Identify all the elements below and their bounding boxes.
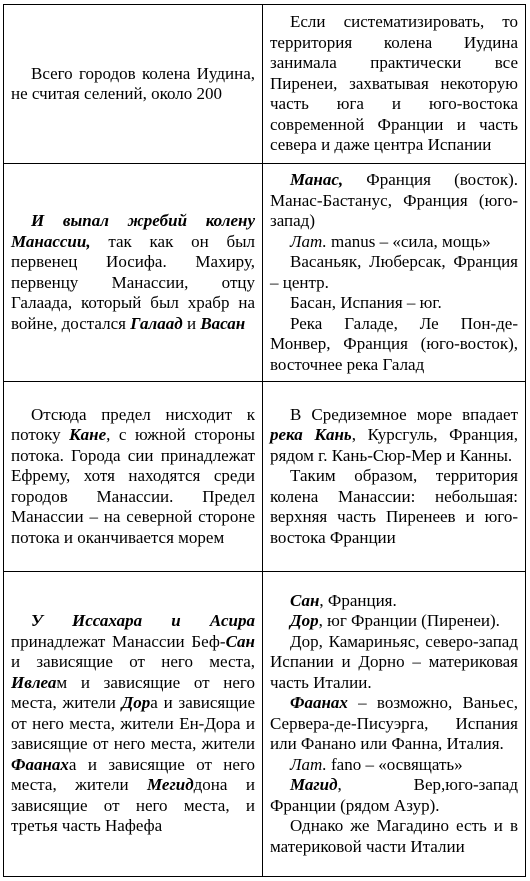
text-run: Басан, Испания – юг. [290, 293, 442, 312]
right-paragraph [270, 693, 518, 755]
text-run: а и зависящие от него места, жители Ен-Дора и зависящие от него места, жители [11, 693, 255, 754]
table-row [4, 5, 526, 164]
right-cell [263, 164, 526, 382]
emphasized-term: Дор [121, 693, 151, 713]
emphasized-term: И выпал жребий колену Манассии, [11, 211, 255, 251]
emphasized-term: Мегид [147, 775, 194, 795]
right-paragraph [270, 816, 518, 857]
right-paragraph [270, 170, 518, 232]
text-run: Васаньяк, Люберсак, Франция – центр. [270, 252, 518, 292]
left-cell [4, 164, 263, 382]
text-run: manus – «сила, мощь» [326, 231, 491, 251]
comparison-table [3, 4, 526, 877]
table-row [4, 572, 526, 877]
text-run: и зависящие от него места, [11, 652, 255, 672]
italic-term: Лат. [290, 754, 327, 774]
text-run: В Средиземное море впадает [290, 404, 518, 424]
left-paragraph [11, 405, 255, 549]
italic-term: Лат. [290, 231, 327, 251]
left-paragraph [11, 64, 255, 105]
text-run: дона и зависящие от него места, и третья часть Нафефа [11, 775, 255, 836]
right-paragraph [270, 591, 518, 612]
right-cell [263, 572, 526, 877]
left-cell [4, 382, 263, 572]
text-run: Дор, Камариньяс, северо-запад Испании и Дорно – материковая часть Италии. [270, 631, 518, 692]
emphasized-term: Ивлеа [11, 672, 57, 692]
emphasized-term: Галаад [130, 313, 183, 333]
text-run: м и зависящие от него места, жители [11, 672, 255, 713]
left-cell [4, 5, 263, 164]
text-run: Франция (восток). Манас-Бастанус, Франция (юго-запад) [270, 170, 518, 230]
emphasized-term: Дор [290, 611, 319, 631]
emphasized-term: Магид [290, 775, 338, 795]
right-paragraph [270, 632, 518, 694]
right-paragraph [270, 466, 518, 548]
text-run: fano – «освящать» [326, 754, 463, 774]
text-run: Река Галаде, Ле Пон-де-Монвер, Франция (юго-восток), восточнее река Галад [270, 313, 518, 374]
table-body [4, 5, 526, 877]
text-run: принадлежат Манассии Беф- [11, 631, 226, 651]
right-paragraph [270, 775, 518, 816]
text-run: Таким образом, территория колена Манассии: небольшая: верхняя часть Пиренеев и юго-востока Франции [270, 466, 518, 547]
emphasized-term: Фаанах [290, 693, 348, 713]
right-paragraph [270, 755, 518, 776]
text-run: Однако же Магадино есть и в материковой части Италии [270, 816, 518, 856]
emphasized-term: река Кань [270, 425, 352, 445]
text-run: и [182, 313, 201, 333]
emphasized-term: Васан [200, 313, 246, 333]
emphasized-term: Сан [225, 631, 255, 651]
right-cell [263, 382, 526, 572]
text-run: , Курсгуль, Франция, рядом г. Кань-Сюр-Мер и Канны. [270, 425, 518, 465]
emphasized-term: Фаанах [11, 754, 69, 774]
right-paragraph [270, 314, 518, 376]
text-run: Если систематизировать, то территория колена Иудина занимала практически все Пиренеи, захватывая некоторую часть юга и юго-востока современной Франции и часть севера и даже центра Испании [270, 12, 518, 155]
right-paragraph [270, 611, 518, 632]
emphasized-term: Сан [290, 590, 320, 610]
text-run: , Франция. [319, 590, 397, 610]
emphasized-term: Кане [69, 425, 107, 445]
left-paragraph [11, 211, 255, 334]
emphasized-term: У Иссахара и Асира [31, 611, 255, 631]
left-paragraph [11, 611, 255, 837]
text-run: а и зависящие от него места, жители [11, 754, 255, 795]
right-paragraph [270, 232, 518, 253]
text-run: , юг Франции (Пиренеи). [318, 611, 500, 631]
right-paragraph [270, 12, 518, 156]
right-paragraph [270, 293, 518, 314]
table-row [4, 382, 526, 572]
right-paragraph [270, 405, 518, 467]
text-run: Отсюда предел нисходит к потоку [11, 404, 255, 445]
text-run: , Вер,юго-запад Франции (рядом Азур). [270, 775, 518, 815]
right-paragraph [270, 252, 518, 293]
text-run: , с южной стороны потока. Города сии принадлежат Ефрему, хотя находятся среди городов Манассии. Предел Манассии – на северной стороне потока и оканчивается морем [11, 425, 255, 547]
table-row [4, 164, 526, 382]
text-run: – возможно, Ваньес, Сервера-де-Писуэрга, Испания или Фанано или Фанна, Италия. [270, 693, 518, 754]
emphasized-term: Манас, [290, 170, 344, 189]
text-run: так как он был первенец Иосифа. Махиру, первенцу Манассии, отцу Галаада, который был храбр на войне, достался [11, 231, 255, 333]
text-run: Всего городов колена Иудина, не считая селений, около 200 [11, 63, 255, 103]
left-cell [4, 572, 263, 877]
right-cell [263, 5, 526, 164]
